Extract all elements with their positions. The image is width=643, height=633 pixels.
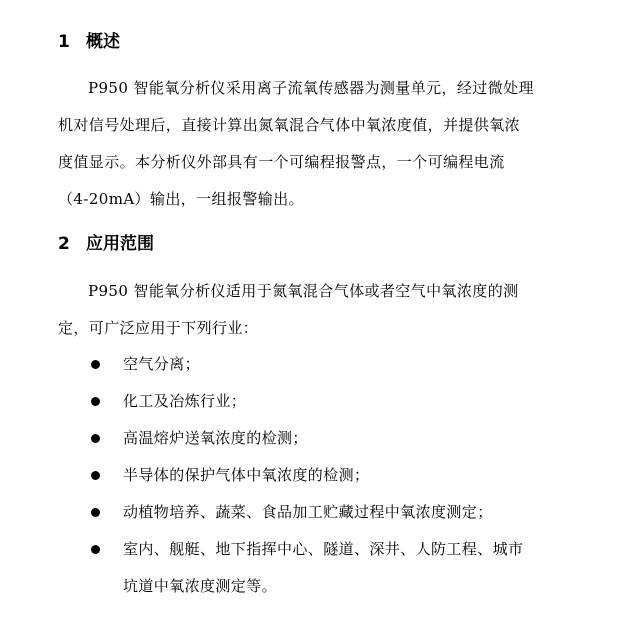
list-item bbox=[58, 494, 558, 531]
list-item-text: 室内、舰艇、地下指挥中心、隧道、深井、人防工程、城市 bbox=[123, 540, 524, 558]
industry-bullet-list bbox=[58, 346, 558, 605]
paragraph-line: 机对信号处理后，直接计算出氮氧混合气体中氧浓度值，并提供氧浓 bbox=[58, 116, 521, 134]
list-item-text: 半导体的保护气体中氧浓度的检测； bbox=[123, 466, 370, 484]
list-item bbox=[58, 383, 558, 420]
list-item-text: 动植物培养、蔬菜、食品加工贮藏过程中氧浓度测定； bbox=[123, 503, 493, 521]
list-item bbox=[58, 531, 558, 605]
bullet-icon bbox=[91, 434, 100, 443]
section-title: 概述 bbox=[86, 32, 120, 52]
section-title: 应用范围 bbox=[86, 234, 154, 254]
section-number: 1 bbox=[58, 32, 70, 52]
paragraph-line: 度值显示。本分析仪外部具有一个可编程报警点，一个可编程电流 bbox=[58, 153, 505, 171]
list-item bbox=[58, 457, 558, 494]
bullet-icon bbox=[91, 545, 100, 554]
application-paragraph bbox=[58, 273, 553, 347]
paragraph-line: （4-20mA）输出，一组报警输出。 bbox=[58, 190, 304, 208]
list-item-continuation: 坑道中氧浓度测定等。 bbox=[123, 577, 278, 595]
bullet-icon bbox=[91, 508, 100, 517]
list-item-text: 空气分离； bbox=[123, 355, 201, 373]
section-heading-overview bbox=[58, 32, 120, 52]
paragraph-line: P950 智能氧分析仪适用于氮氧混合气体或者空气中氧浓度的测 bbox=[88, 282, 519, 300]
list-item bbox=[58, 420, 558, 457]
bullet-icon bbox=[91, 397, 100, 406]
paragraph-line: 定，可广泛应用于下列行业： bbox=[58, 319, 259, 337]
list-item bbox=[58, 346, 558, 383]
bullet-icon bbox=[91, 471, 100, 480]
section-heading-application-scope bbox=[58, 234, 154, 254]
overview-paragraph bbox=[58, 70, 553, 218]
paragraph-line: P950 智能氧分析仪采用离子流氧传感器为测量单元，经过微处理 bbox=[88, 79, 534, 97]
bullet-icon bbox=[91, 360, 100, 369]
list-item-text: 化工及冶炼行业； bbox=[123, 392, 247, 410]
section-number: 2 bbox=[58, 234, 70, 254]
list-item-text: 高温熔炉送氧浓度的检测； bbox=[123, 429, 308, 447]
